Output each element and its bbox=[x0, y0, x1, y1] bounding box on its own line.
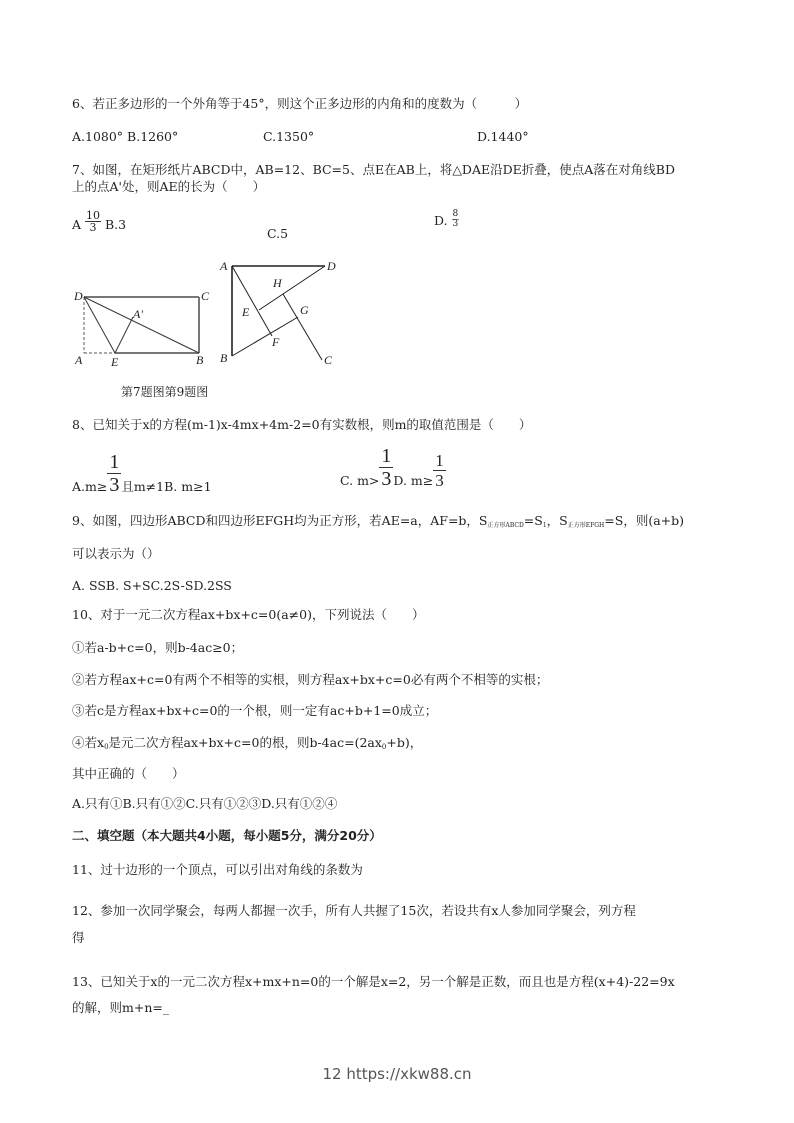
q10-item4-subscript-2: 0 bbox=[381, 743, 387, 751]
q9-text-b: =S bbox=[523, 513, 543, 528]
fraction-denominator: 3 bbox=[452, 219, 459, 229]
fraction-numerator: 1 bbox=[435, 451, 444, 470]
fraction-denominator: 3 bbox=[89, 221, 97, 234]
fig7-label-b: B bbox=[196, 353, 204, 367]
q12-stem-line1: 12、参加一次同学聚会，每两人都握一次手，所有人共握了15次，若设共有x人参加同学聚会，列方程 bbox=[72, 903, 636, 918]
q13-stem-line1: 13、已知关于x的一元二次方程x+mx+n=0的一个解是x=2，另一个解是正数，而且也是方程(x+4)-22=9x bbox=[72, 974, 675, 989]
q9-subscript-1: 1 bbox=[542, 522, 547, 529]
fraction-denominator: 3 bbox=[435, 471, 444, 490]
fig9-label-g: G bbox=[300, 303, 309, 317]
fig7-label-e: E bbox=[111, 355, 119, 369]
fig9-label-a: A bbox=[220, 259, 228, 273]
q8-option-a-prefix: A.m≥ bbox=[72, 479, 108, 494]
q13-stem-line2: 的解，则m+n=_ bbox=[72, 1000, 170, 1015]
q8-option-a-suffix: 且m≠1B. m≥1 bbox=[121, 479, 212, 494]
q10-item4-text-a: ④若x bbox=[72, 735, 105, 750]
q9-subscript-abcd: 正方形ABCD bbox=[487, 522, 524, 529]
q9-text-a: 9、如图，四边形ABCD和四边形EFGH均为正方形，若AE=a，AF=b，S bbox=[72, 513, 488, 528]
q9-subscript-efgh: 正方形EFGH bbox=[567, 522, 605, 529]
fig9-label-e: E bbox=[242, 305, 250, 319]
fraction-numerator: 1 bbox=[109, 451, 120, 473]
fraction-numerator: 8 bbox=[452, 209, 459, 219]
q9-text-d: =S，则(a+b) bbox=[604, 513, 685, 528]
fig7-label-a-prime: A' bbox=[133, 307, 143, 321]
fraction-numerator: 1 bbox=[381, 445, 392, 467]
fig7-label-a: A bbox=[75, 353, 83, 367]
q8-option-a-fraction bbox=[107, 452, 121, 495]
q6-stem: 6、若正多边形的一个外角等于45°，则这个正多边形的内角和的度数为（ ） bbox=[72, 96, 528, 111]
page-footer: 12 https://xkw88.cn bbox=[322, 1065, 472, 1083]
q7-option-c: C.5 bbox=[267, 226, 289, 241]
q6-option-ab: A.1080° B.1260° bbox=[72, 129, 179, 144]
fraction-denominator: 3 bbox=[109, 474, 120, 496]
fig7-label-c: C bbox=[201, 289, 210, 303]
q7-option-a-prefix: A bbox=[72, 217, 82, 232]
fig9-label-c: C bbox=[324, 353, 333, 367]
fraction-numerator: 10 bbox=[86, 209, 101, 222]
q9-stem-line1 bbox=[72, 513, 684, 534]
q8-option-d-fraction bbox=[433, 452, 446, 489]
q8-stem: 8、已知关于x的方程(m-1)x-4mx+4m-2=0有实数根，则m的取值范围是（ ） bbox=[72, 417, 532, 432]
figure-caption: 第7题图第9题图 bbox=[121, 385, 209, 399]
q10-item-2: ②若方程ax+c=0有两个不相等的实根，则方程ax+bx+c=0必有两个不相等的实根； bbox=[72, 672, 549, 687]
q10-options: A.只有①B.只有①②C.只有①②③D.只有①②④ bbox=[72, 796, 338, 811]
q10-item-3: ③若c是方程ax+bx+c=0的一个根，则一定有ac+b+1=0成立； bbox=[72, 703, 438, 718]
q7-option-d-prefix: D. bbox=[434, 213, 448, 228]
fig9-label-f: F bbox=[272, 335, 280, 349]
q12-stem-line2: 得 bbox=[72, 930, 85, 945]
q8-option-cd bbox=[340, 446, 446, 496]
q10-stem: 10、对于一元二次方程ax+bx+c=0(a≠0)，下列说法（ ） bbox=[72, 607, 425, 622]
q10-item-1: ①若a-b+c=0，则b-4ac≥0； bbox=[72, 640, 244, 655]
fraction-denominator: 3 bbox=[381, 468, 392, 490]
q10-question: 其中正确的（ ） bbox=[72, 766, 185, 781]
q10-item4-subscript: 0 bbox=[104, 743, 109, 751]
q6-option-d: D.1440° bbox=[477, 129, 529, 144]
q8-option-d-prefix: D. m≥ bbox=[393, 473, 434, 488]
figure-9-diagram bbox=[219, 259, 336, 367]
figure-7-diagram bbox=[73, 289, 210, 369]
q7-stem-line2: 上的点A'处，则AE的长为（ ） bbox=[72, 179, 266, 194]
q7-stem-line1: 7、如图，在矩形纸片ABCD中，AB=12、BC=5、点E在AB上，将△DAE沿DE折叠，使点A落在对角线BD bbox=[72, 162, 675, 177]
q8-option-c-fraction bbox=[379, 446, 393, 489]
q10-item-4 bbox=[72, 735, 422, 755]
fig9-label-h: H bbox=[273, 276, 282, 290]
q9-options: A. SSB. S+SC.2S-SD.2SS bbox=[72, 578, 232, 593]
fig9-label-b: B bbox=[220, 351, 228, 365]
q6-option-c: C.1350° bbox=[263, 129, 315, 144]
q8-option-c-prefix: C. m> bbox=[340, 473, 380, 488]
section-2-heading: 二、填空题（本大题共4小题，每小题5分，满分20分） bbox=[72, 828, 382, 843]
q10-item4-text-b: 是元二次方程ax+bx+c=0的根，则b-4ac=(2ax bbox=[108, 735, 382, 750]
q10-item4-text-c: +b)， bbox=[386, 735, 423, 750]
q8-option-ab bbox=[72, 452, 212, 496]
fig7-label-d: D bbox=[74, 289, 83, 303]
q11-stem: 11、过十边形的一个顶点，可以引出对角线的条数为 bbox=[72, 862, 363, 877]
fig9-label-d: D bbox=[327, 259, 336, 273]
q9-stem-line2: 可以表示为（） bbox=[72, 546, 160, 561]
q9-text-c: ，S bbox=[546, 513, 568, 528]
q7-option-b: B.3 bbox=[105, 217, 127, 232]
